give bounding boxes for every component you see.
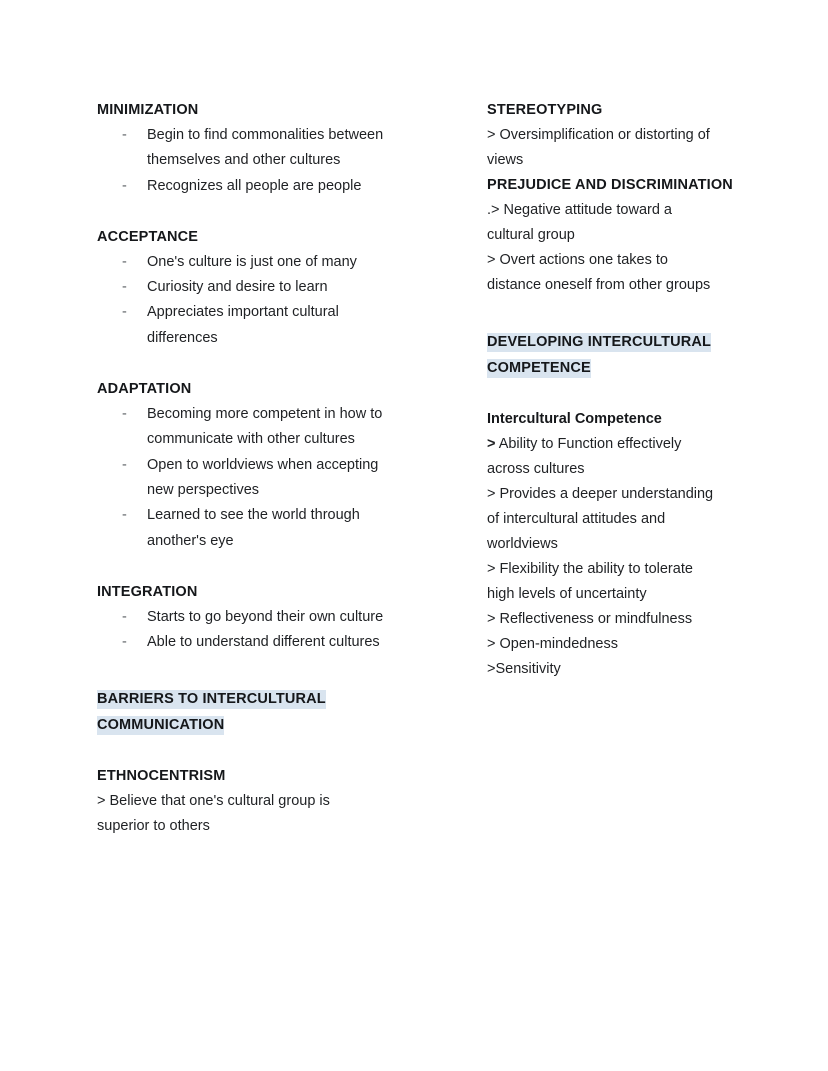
section-prejudice-discrimination <box>487 173 732 298</box>
dash-marker: - <box>122 507 127 524</box>
bullet-list <box>97 250 407 351</box>
highlighted-heading-line: DEVELOPING INTERCULTURAL <box>487 334 712 350</box>
dash-marker: - <box>122 279 127 296</box>
body-line: > Provides a deeper understanding <box>487 486 714 502</box>
bullet-list <box>97 605 407 656</box>
highlighted-heading-barriers <box>97 687 407 738</box>
gt-marker-bold: > <box>487 436 496 452</box>
list-item-label: Recognizes all people are people <box>147 177 362 194</box>
list-item <box>97 123 407 174</box>
body-line: > Reflectiveness or mindfulness <box>487 611 693 627</box>
section-acceptance <box>97 225 407 351</box>
list-item-label: Open to worldviews when accepting new perspectives <box>147 456 379 498</box>
body-line: views <box>487 152 524 168</box>
section-heading: ETHNOCENTRISM <box>97 768 226 785</box>
list-item-label: Appreciates important cultural differences <box>147 304 339 346</box>
body-line: > Overt actions one takes to <box>487 252 668 268</box>
spacer <box>97 738 407 764</box>
list-item <box>97 605 407 630</box>
list-item-label: Begin to find commonalities between themselves and other cultures <box>147 127 384 169</box>
list-item-label: Able to understand different cultures <box>147 634 380 651</box>
body-line: worldviews <box>487 536 558 552</box>
list-item-label: Learned to see the world through another's eye <box>147 507 360 549</box>
section-heading: STEREOTYPING <box>487 102 603 118</box>
body-line: .> Negative attitude toward a <box>487 202 672 218</box>
body-line: across cultures <box>487 461 585 477</box>
body-line: > Flexibility the ability to tolerate <box>487 561 693 577</box>
dash-marker: - <box>122 456 127 473</box>
bullet-list <box>97 402 407 554</box>
section-heading: PREJUDICE AND DISCRIMINATION <box>487 177 733 193</box>
highlighted-heading-line: COMPETENCE <box>487 359 591 376</box>
dash-marker: - <box>122 406 127 423</box>
body-line: > Believe that one's cultural group is <box>97 793 330 810</box>
spacer <box>97 199 407 225</box>
section-adaptation <box>97 377 407 554</box>
section-subheading: Intercultural Competence <box>487 411 662 427</box>
dash-marker: - <box>122 177 127 194</box>
list-item-label: Becoming more competent in how to communicate with other cultures <box>147 406 383 448</box>
dash-marker: - <box>122 634 127 651</box>
list-item-label: Starts to go beyond their own culture <box>147 608 384 625</box>
highlighted-heading-line: BARRIERS TO INTERCULTURAL <box>97 691 326 708</box>
spacer <box>97 351 407 377</box>
body-line: >Sensitivity <box>487 661 561 677</box>
left-column <box>97 98 407 839</box>
body-line <box>487 432 732 457</box>
dash-marker: - <box>122 127 127 143</box>
spacer <box>487 381 732 407</box>
dash-marker: - <box>122 608 127 625</box>
list-item <box>97 300 407 351</box>
section-heading: ACCEPTANCE <box>97 228 199 245</box>
section-minimization <box>97 98 407 199</box>
dash-marker: - <box>122 304 127 321</box>
list-item <box>97 174 407 199</box>
highlighted-heading-developing-competence <box>487 330 732 381</box>
body-line: distance oneself from other groups <box>487 277 711 293</box>
list-item <box>97 275 407 300</box>
list-item-label: One's culture is just one of many <box>147 253 357 270</box>
highlighted-heading-line: COMMUNICATION <box>97 716 225 733</box>
list-item <box>97 630 407 655</box>
body-line: superior to others <box>97 818 210 835</box>
dash-marker: - <box>122 253 127 270</box>
list-item-label: Curiosity and desire to learn <box>147 279 328 296</box>
bullet-list <box>97 123 407 199</box>
section-integration <box>97 580 407 656</box>
section-intercultural-competence <box>487 407 732 682</box>
body-line: of intercultural attitudes and <box>487 511 666 527</box>
list-item <box>97 453 407 504</box>
list-item <box>97 402 407 453</box>
spacer <box>97 554 407 580</box>
section-ethnocentrism <box>97 764 407 839</box>
section-heading: INTEGRATION <box>97 583 198 600</box>
section-stereotyping <box>487 98 732 173</box>
list-item <box>97 250 407 275</box>
right-column <box>487 98 732 682</box>
body-line: > Open-mindedness <box>487 636 618 652</box>
section-heading: ADAPTATION <box>97 381 192 398</box>
spacer <box>97 655 407 687</box>
list-item <box>97 503 407 554</box>
body-line: cultural group <box>487 227 575 243</box>
body-line-text: Ability to Function effectively <box>495 436 682 452</box>
section-heading: MINIMIZATION <box>97 102 199 118</box>
body-line: high levels of uncertainty <box>487 586 647 602</box>
body-line: > Oversimplification or distorting of <box>487 127 710 143</box>
spacer <box>487 298 732 330</box>
